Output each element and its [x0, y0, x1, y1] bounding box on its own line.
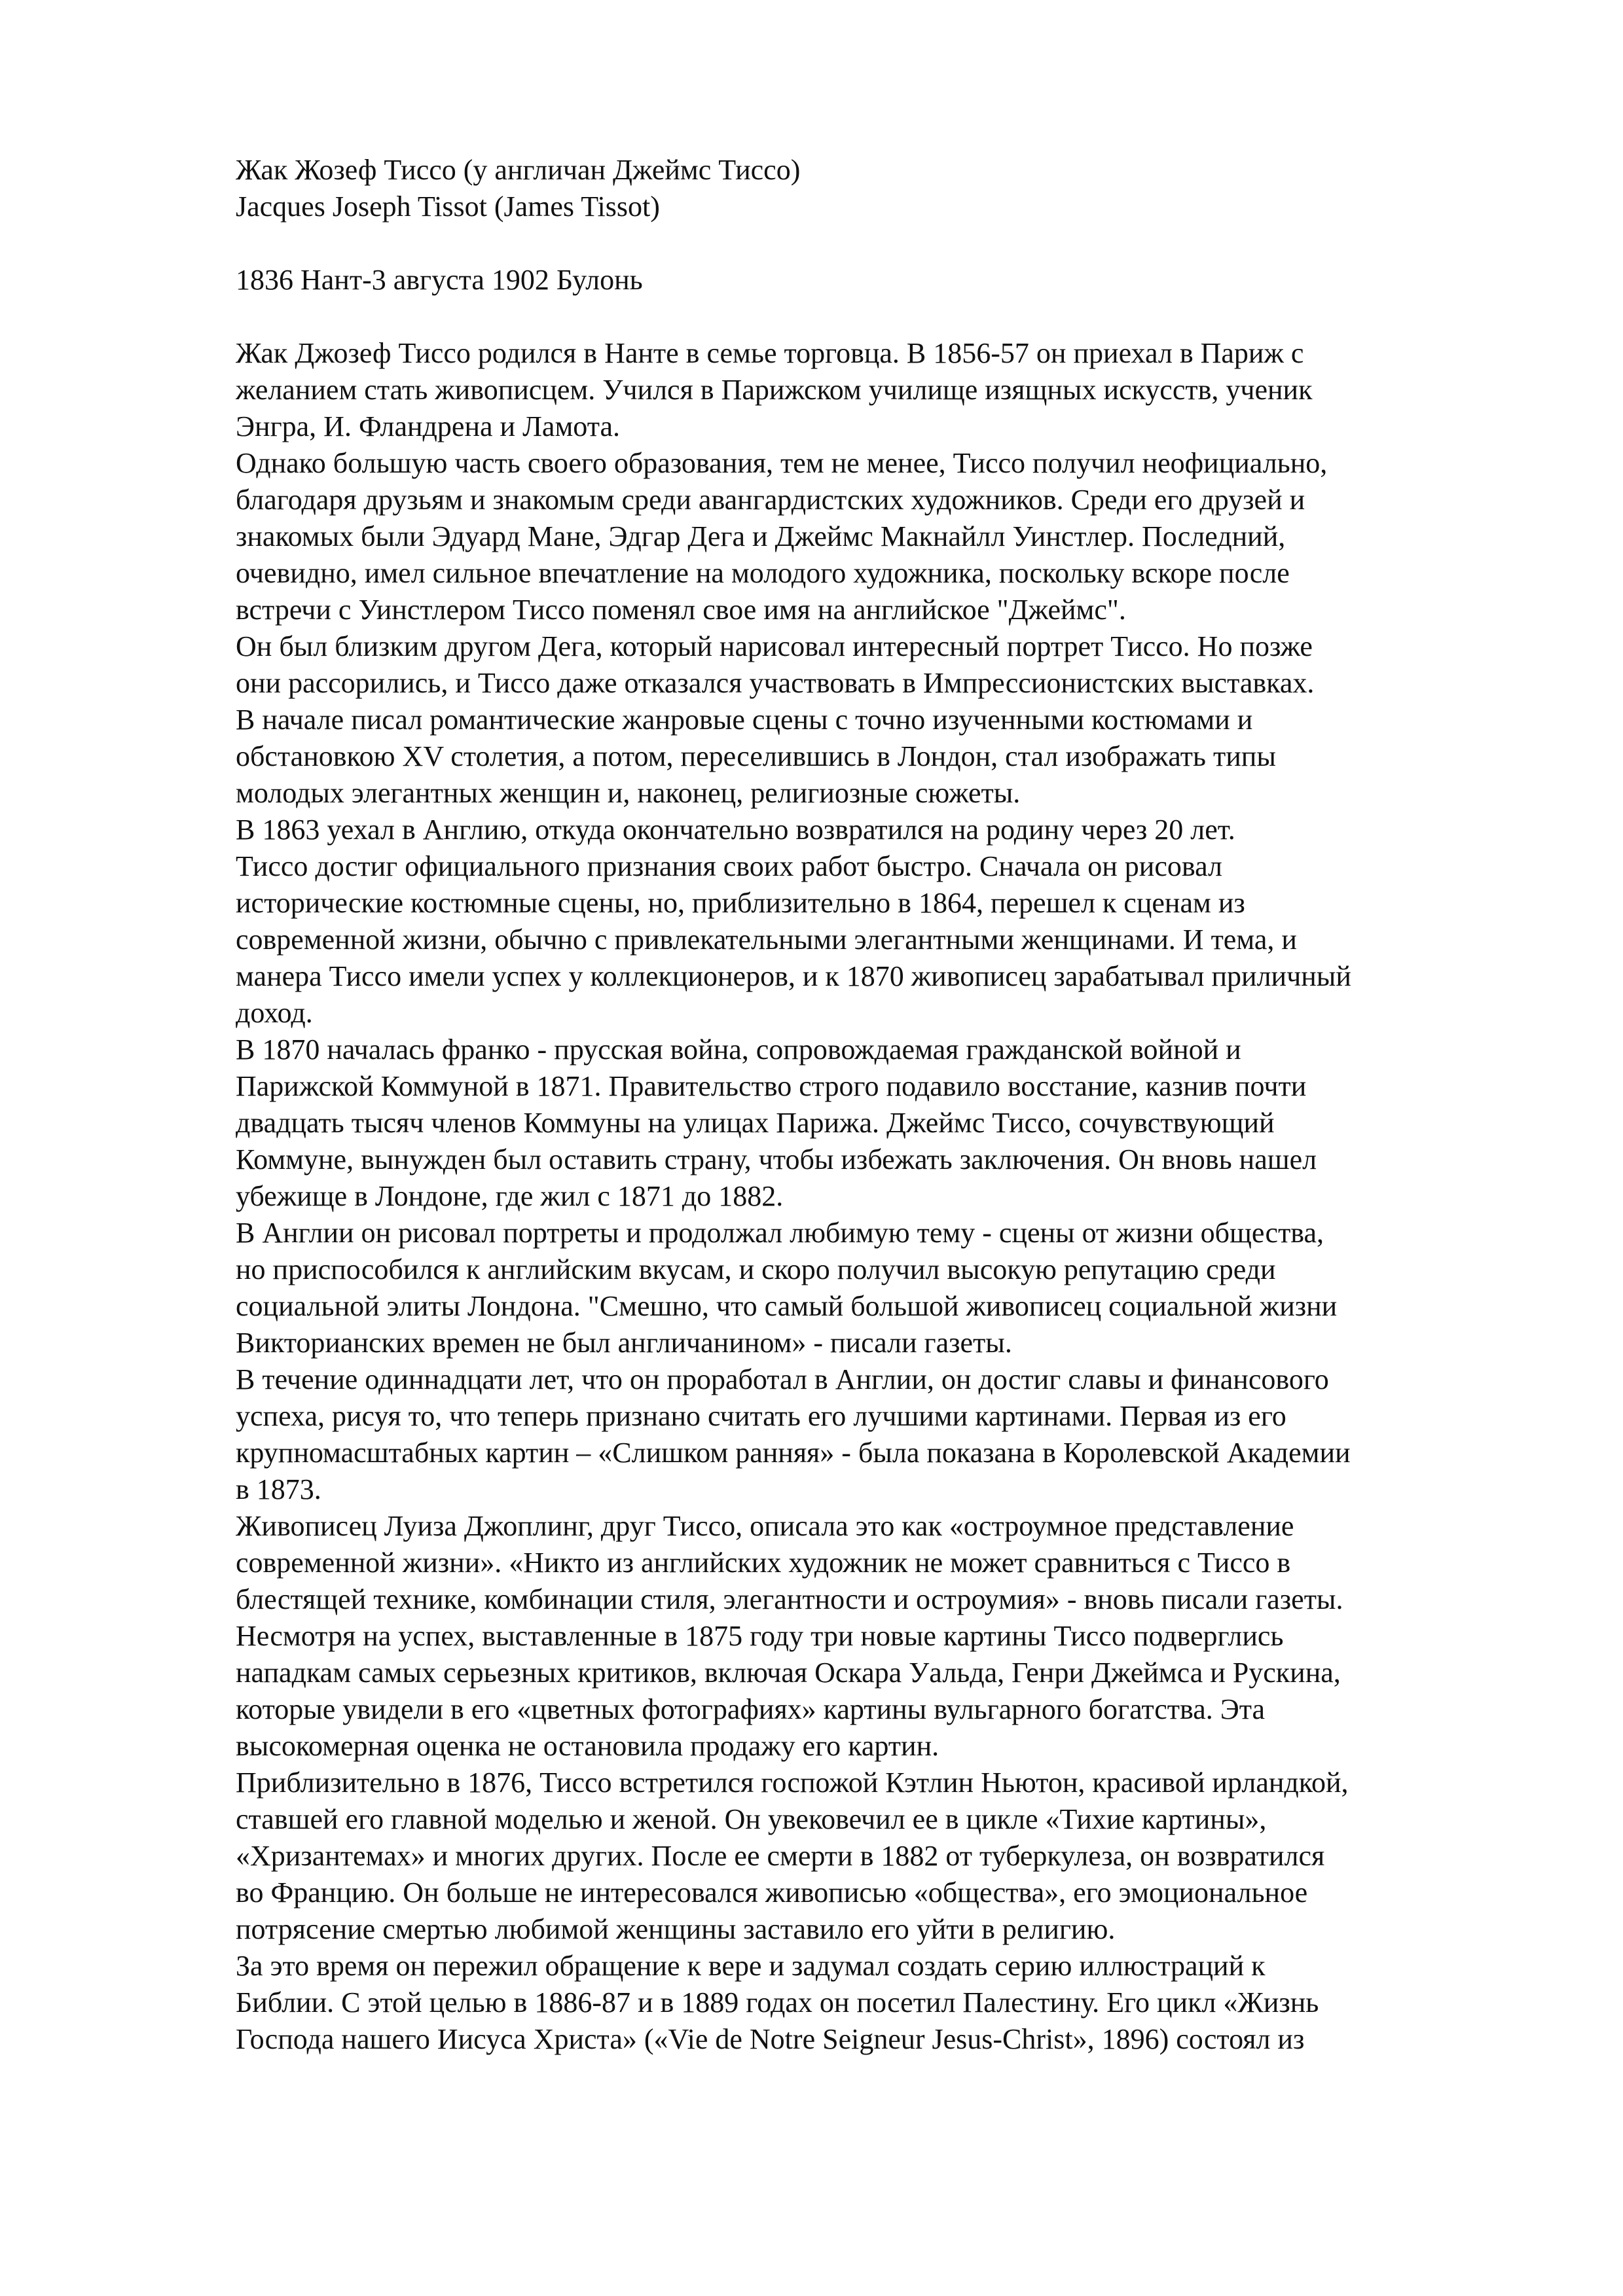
body-line: Викторианских времен не был англичанином» - писали газеты. [236, 1327, 1012, 1359]
body-line: очевидно, имел сильное впечатление на молодого художника, поскольку вскоре после [236, 557, 1290, 589]
body-line: двадцать тысяч членов Коммуны на улицах Парижа. Джеймс Тиссо, сочувствующий [236, 1107, 1275, 1139]
body-line: Приблизительно в 1876, Тиссо встретился госпожой Кэтлин Ньютон, красивой ирландкой, [236, 1767, 1349, 1799]
body-line: Господа нашего Иисуса Христа» («Vie de Notre Seigneur Jesus-Christ», 1896) состоял из [236, 2023, 1305, 2055]
body-line: Он был близким другом Дега, который нарисовал интересный портрет Тиссо. Но позже [236, 630, 1313, 662]
body-line: В Англии он рисовал портреты и продолжал любимую тему - сцены от жизни общества, [236, 1217, 1324, 1249]
body-text [236, 335, 1532, 2058]
body-line: Живописец Луиза Джоплинг, друг Тиссо, описала это как «остроумное представление [236, 1510, 1294, 1542]
body-line: Тиссо достиг официального признания своих работ быстро. Сначала он рисовал [236, 850, 1222, 882]
body-line: обстановкою XV столетия, а потом, переселившись в Лондон, стал изображать типы [236, 740, 1276, 772]
body-line: крупномасштабных картин – «Слишком ранняя» - была показана в Королевской Академии [236, 1437, 1351, 1469]
body-line: блестящей технике, комбинации стиля, элегантности и остроумия» - вновь писали газеты. [236, 1583, 1343, 1615]
body-line: желанием стать живописцем. Учился в Парижском училище изящных искусств, ученик [236, 374, 1313, 406]
body-line: но приспособился к английским вкусам, и скоро получил высокую репутацию среди [236, 1253, 1276, 1285]
body-line: В 1870 началась франко - прусская война, сопровождаемая гражданской войной и [236, 1033, 1241, 1066]
body-line: современной жизни, обычно с привлекательными элегантными женщинами. И тема, и [236, 924, 1297, 956]
body-line: Жак Джозеф Тиссо родился в Нанте в семье торговца. В 1856-57 он приехал в Париж с [236, 337, 1304, 369]
title-russian: Жак Жозеф Тиссо (у англичан Джеймс Тиссо) [236, 154, 801, 186]
body-line: Библии. С этой целью в 1886-87 и в 1889 годах он посетил Палестину. Его цикл «Жизнь [236, 1986, 1319, 2018]
body-line: убежище в Лондоне, где жил с 1871 до 1882. [236, 1180, 784, 1212]
body-line: исторические костюмные сцены, но, приблизительно в 1864, перешел к сценам из [236, 887, 1245, 919]
body-line: нападкам самых серьезных критиков, включая Оскара Уальда, Генри Джеймса и Рускина, [236, 1657, 1341, 1689]
body-line: Энгра, И. Фландрена и Ламота. [236, 410, 621, 442]
body-line: встречи с Уинстлером Тиссо поменял свое имя на английское "Джеймс". [236, 594, 1126, 626]
body-line: В 1863 уехал в Англию, откуда окончательно возвратился на родину через 20 лет. [236, 814, 1235, 846]
body-line: знакомых были Эдуард Мане, Эдгар Дега и Джеймс Макнайлл Уинстлер. Последний, [236, 520, 1286, 552]
body-line: в 1873. [236, 1473, 321, 1505]
blank-line [236, 225, 1532, 262]
body-line: манера Тиссо имели успех у коллекционеров, и к 1870 живописец зарабатывал приличный [236, 960, 1351, 992]
body-line: ставшей его главной моделью и женой. Он увековечил ее в цикле «Тихие картины», [236, 1803, 1267, 1835]
life-dates: 1836 Нант-3 августа 1902 Булонь [236, 264, 643, 296]
body-line: современной жизни». «Никто из английских художник не может сравниться с Тиссо в [236, 1547, 1291, 1579]
title-original: Jacques Joseph Tissot (James Tissot) [236, 190, 660, 223]
blank-line [236, 298, 1532, 335]
body-line: высокомерная оценка не остановила продажу его картин. [236, 1730, 939, 1762]
body-line: они рассорились, и Тиссо даже отказался участвовать в Импрессионистских выставках. [236, 667, 1315, 699]
body-line: В течение одиннадцати лет, что он проработал в Англии, он достиг славы и финансового [236, 1363, 1329, 1395]
body-line: За это время он пережил обращение к вере и задумал создать серию иллюстраций к [236, 1950, 1266, 1982]
body-line: Однако большую часть своего образования, тем не менее, Тиссо получил неофициально, [236, 447, 1328, 479]
body-line: потрясение смертью любимой женщины заставило его уйти в религию. [236, 1913, 1116, 1945]
body-line: Парижской Коммуной в 1871. Правительство строго подавило восстание, казнив почти [236, 1070, 1307, 1102]
body-line: доход. [236, 997, 313, 1029]
body-line: во Францию. Он больше не интересовался живописью «общества», его эмоциональное [236, 1876, 1308, 1909]
body-line: которые увидели в его «цветных фотографиях» картины вульгарного богатства. Эта [236, 1693, 1266, 1725]
body-line: «Хризантемах» и многих других. После ее смерти в 1882 от туберкулеза, он возвратился [236, 1840, 1325, 1872]
body-line: успеха, рисуя то, что теперь признано считать его лучшими картинами. Первая из его [236, 1400, 1286, 1432]
body-line: благодаря друзьям и знакомым среди авангардистских художников. Среди его друзей и [236, 484, 1305, 516]
body-line: В начале писал романтические жанровые сцены с точно изученными костюмами и [236, 704, 1253, 736]
body-line: молодых элегантных женщин и, наконец, религиозные сюжеты. [236, 777, 1021, 809]
document-page [236, 152, 1532, 2058]
body-line: Несмотря на успех, выставленные в 1875 году три новые картины Тиссо подверглись [236, 1620, 1284, 1652]
body-line: Коммуне, вынужден был оставить страну, чтобы избежать заключения. Он вновь нашел [236, 1143, 1317, 1175]
body-line: социальной элиты Лондона. "Смешно, что самый большой живописец социальной жизни [236, 1290, 1338, 1322]
